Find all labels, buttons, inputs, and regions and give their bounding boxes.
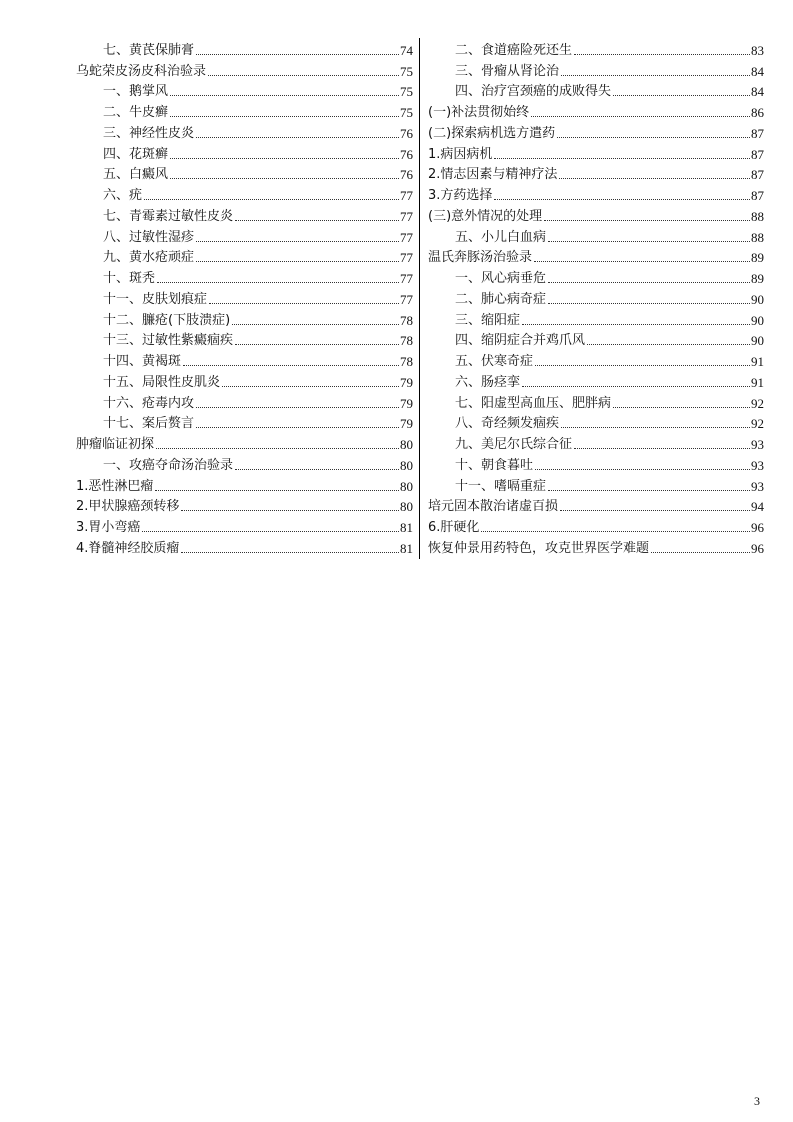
- toc-entry[interactable]: [76, 495, 413, 516]
- toc-entry-title: 1.病因病机: [428, 146, 493, 162]
- toc-entry-title: 温氏奔豚汤治验录: [428, 250, 533, 266]
- toc-entry[interactable]: [76, 515, 413, 536]
- toc-entry-page: 75: [400, 105, 413, 120]
- dot-leader: [208, 75, 399, 76]
- toc-entry-page: 75: [400, 84, 413, 100]
- toc-entry-page: 78: [400, 354, 413, 369]
- dot-leader: [183, 365, 399, 366]
- toc-entry[interactable]: [76, 412, 413, 433]
- dot-leader: [155, 490, 399, 491]
- dot-leader: [196, 137, 399, 138]
- toc-entry[interactable]: [76, 246, 413, 267]
- toc-entry-page: 77: [400, 271, 413, 286]
- toc-entry-title: 三、神经性皮炎: [103, 125, 195, 141]
- dot-leader: [235, 469, 399, 470]
- toc-entry-page: 76: [400, 146, 413, 162]
- toc-entry[interactable]: [428, 515, 764, 536]
- toc-entry[interactable]: [76, 204, 413, 225]
- toc-entry-page: 79: [400, 395, 413, 411]
- dot-leader: [522, 324, 750, 325]
- toc-entry[interactable]: [76, 329, 413, 350]
- dot-leader: [494, 199, 750, 200]
- toc-entry-title: 3.方药选择: [428, 188, 493, 203]
- dot-leader: [181, 510, 399, 511]
- page-number: 3: [754, 1094, 760, 1108]
- toc-entry-page: 79: [400, 416, 413, 432]
- toc-entry-title: 十五、局限性皮肌炎: [103, 374, 221, 390]
- toc-entry-title: 一、鹅掌风: [103, 84, 169, 100]
- toc-entry-page: 77: [400, 250, 413, 266]
- toc-entry-page: 91: [751, 374, 764, 390]
- toc-entry-title: 五、小儿白血病: [455, 229, 547, 245]
- dot-leader: [196, 261, 399, 262]
- dot-leader: [144, 199, 399, 200]
- dot-leader: [196, 54, 399, 55]
- toc-entry-title: 4.脊髓神经胶质瘤: [76, 540, 180, 556]
- toc-entry-page: 87: [751, 188, 764, 203]
- toc-entry-page: 84: [751, 63, 764, 79]
- toc-entry-title: 6.肝硬化: [428, 520, 480, 535]
- toc-entry-title: 3.胃小弯癌: [76, 520, 141, 535]
- dot-leader: [196, 407, 399, 408]
- dot-leader: [574, 54, 750, 55]
- toc-entry-title: 十一、皮肤划痕症: [103, 291, 208, 307]
- dot-leader: [613, 95, 750, 96]
- toc-entry[interactable]: [76, 536, 413, 557]
- toc-entry-page: 93: [751, 437, 764, 452]
- toc-entry[interactable]: [76, 38, 413, 59]
- dot-leader: [559, 178, 750, 179]
- toc-entry-title: 肿瘤临证初探: [76, 437, 155, 452]
- toc-entry[interactable]: [76, 266, 413, 287]
- toc-entry-page: 87: [751, 125, 764, 141]
- toc-entry[interactable]: [76, 80, 413, 101]
- toc-entry-title: 二、肺心病奇症: [455, 291, 547, 307]
- toc-entry-page: 74: [400, 42, 413, 58]
- toc-entry-page: 76: [400, 167, 413, 183]
- toc-entry-page: 92: [751, 395, 764, 411]
- dot-leader: [181, 552, 399, 553]
- toc-entry-title: 1.恶性淋巴瘤: [76, 478, 154, 494]
- toc-entry[interactable]: [428, 38, 764, 59]
- dot-leader: [170, 95, 399, 96]
- toc-entry-title: 十、朝食暮吐: [455, 457, 534, 473]
- toc-entry-title: 恢复仲景用药特色，攻克世界医学难题: [428, 540, 650, 556]
- toc-entry[interactable]: [428, 474, 764, 495]
- dot-leader: [557, 137, 750, 138]
- dot-leader: [548, 490, 750, 491]
- toc-entry-title: 乌蛇荣皮汤皮科治验录: [76, 63, 207, 79]
- toc-entry-page: 78: [400, 312, 413, 328]
- dot-leader: [170, 158, 399, 159]
- toc-entry[interactable]: [428, 453, 764, 474]
- dot-leader: [548, 303, 750, 304]
- toc-entry-title: 三、缩阳症: [455, 312, 521, 328]
- toc-right-column: [428, 38, 764, 557]
- dot-leader: [522, 386, 750, 387]
- toc-entry-title: 培元固本散治诸虚百损: [428, 499, 559, 515]
- toc-entry[interactable]: [428, 142, 764, 163]
- toc-entry-page: 90: [751, 312, 764, 328]
- toc-entry-title: 四、治疗宫颈癌的成败得失: [455, 84, 612, 100]
- toc-entry[interactable]: [428, 204, 764, 225]
- dot-leader: [494, 158, 750, 159]
- toc-entry-page: 77: [400, 188, 413, 203]
- toc-entry[interactable]: [76, 391, 413, 412]
- dot-leader: [196, 427, 399, 428]
- toc-entry-title: 六、疣: [103, 188, 143, 203]
- toc-entry-title: 十二、臁疮(下肢溃症): [103, 312, 231, 328]
- toc-entry[interactable]: [428, 163, 764, 184]
- toc-entry-page: 94: [751, 499, 764, 515]
- toc-entry-page: 92: [751, 416, 764, 432]
- toc-entry[interactable]: [76, 225, 413, 246]
- toc-entry-page: 78: [400, 333, 413, 349]
- toc-entry[interactable]: [76, 349, 413, 370]
- toc-entry-title: 九、美尼尔氏综合征: [455, 437, 573, 452]
- toc-entry-title: 2.情志因素与精神疗法: [428, 167, 558, 183]
- toc-entry[interactable]: [76, 59, 413, 80]
- toc-entry[interactable]: [76, 100, 413, 121]
- toc-entry-title: 六、肠痉挛: [455, 374, 521, 390]
- toc-entry-page: 96: [751, 540, 764, 556]
- dot-leader: [222, 386, 399, 387]
- toc-entry[interactable]: [76, 163, 413, 184]
- toc-entry-title: 三、骨瘤从肾论治: [455, 63, 560, 79]
- toc-entry[interactable]: [76, 308, 413, 329]
- toc-entry-title: 十三、过敏性紫癜痼疾: [103, 333, 234, 349]
- toc-entry[interactable]: [76, 432, 413, 453]
- toc-entry-title: 一、风心病垂危: [455, 271, 547, 286]
- dot-leader: [232, 324, 399, 325]
- toc-entry-page: 84: [751, 84, 764, 100]
- toc-entry-page: 79: [400, 374, 413, 390]
- toc-entry-title: 十六、疮毒内攻: [103, 395, 195, 411]
- dot-leader: [196, 241, 399, 242]
- toc-left-column: [76, 38, 413, 557]
- toc-entry[interactable]: [428, 100, 764, 121]
- toc-entry-page: 77: [400, 291, 413, 307]
- dot-leader: [156, 448, 399, 449]
- dot-leader: [544, 220, 750, 221]
- toc-entry[interactable]: [428, 59, 764, 80]
- toc-entry-title: 十、斑秃: [103, 271, 156, 286]
- toc-entry-title: 七、黄芪保肺膏: [103, 42, 195, 58]
- toc-entry-page: 80: [400, 478, 413, 494]
- toc-entry-title: (二)探索病机选方遣药: [428, 125, 556, 141]
- toc-entry[interactable]: [428, 308, 764, 329]
- dot-leader: [142, 531, 399, 532]
- toc-entry[interactable]: [428, 370, 764, 391]
- toc-entry-page: 75: [400, 63, 413, 79]
- toc-entry[interactable]: [428, 246, 764, 267]
- toc-entry-page: 87: [751, 146, 764, 162]
- toc-entry-page: 80: [400, 457, 413, 473]
- dot-leader: [170, 178, 399, 179]
- toc-entry-page: 77: [400, 229, 413, 245]
- toc-entry[interactable]: [76, 370, 413, 391]
- toc-entry-title: 二、食道癌险死还生: [455, 42, 573, 58]
- toc-entry-page: 89: [751, 271, 764, 286]
- dot-leader: [235, 220, 399, 221]
- dot-leader: [157, 282, 399, 283]
- toc-entry-page: 90: [751, 291, 764, 307]
- toc-entry-page: 90: [751, 333, 764, 349]
- dot-leader: [561, 75, 750, 76]
- toc-entry-title: 八、过敏性湿疹: [103, 229, 195, 245]
- toc-entry[interactable]: [76, 142, 413, 163]
- toc-entry-title: 2.甲状腺癌颈转移: [76, 499, 180, 515]
- dot-leader: [481, 531, 750, 532]
- toc-entry-title: 九、黄水疮顽症: [103, 250, 195, 266]
- toc-entry[interactable]: [76, 121, 413, 142]
- toc-entry-page: 93: [751, 478, 764, 494]
- toc-entry[interactable]: [428, 121, 764, 142]
- toc-entry-title: 五、白癜风: [103, 167, 169, 183]
- dot-leader: [534, 261, 750, 262]
- toc-entry-title: 二、牛皮癣: [103, 105, 169, 120]
- toc-entry-page: 77: [400, 208, 413, 224]
- dot-leader: [548, 282, 750, 283]
- toc-entry-page: 83: [751, 42, 764, 58]
- dot-leader: [170, 116, 399, 117]
- toc-entry[interactable]: [428, 391, 764, 412]
- toc-entry[interactable]: [428, 536, 764, 557]
- toc-entry[interactable]: [428, 80, 764, 101]
- toc-entry-page: 86: [751, 105, 764, 120]
- column-divider: [419, 38, 420, 559]
- toc-entry-title: 十一、嗜嗝重症: [455, 478, 547, 494]
- dot-leader: [235, 344, 399, 345]
- dot-leader: [535, 469, 750, 470]
- toc-entry-page: 80: [400, 499, 413, 515]
- toc-entry[interactable]: [428, 225, 764, 246]
- dot-leader: [587, 344, 750, 345]
- toc-entry-title: 七、阳虚型高血压、肥胖病: [455, 395, 612, 411]
- toc-entry[interactable]: [428, 432, 764, 453]
- toc-entry-page: 89: [751, 250, 764, 266]
- dot-leader: [548, 241, 750, 242]
- toc-entry-title: 四、花斑癣: [103, 146, 169, 162]
- toc-entry-title: 五、伏寒奇症: [455, 354, 534, 369]
- toc-entry[interactable]: [76, 474, 413, 495]
- toc-entry-page: 93: [751, 457, 764, 473]
- toc-entry-title: 七、青霉素过敏性皮炎: [103, 208, 234, 224]
- dot-leader: [613, 407, 750, 408]
- toc-entry[interactable]: [428, 287, 764, 308]
- toc-entry[interactable]: [428, 412, 764, 433]
- toc-entry-title: 四、缩阴症合并鸡爪风: [455, 333, 586, 349]
- toc-entry-page: 91: [751, 354, 764, 369]
- dot-leader: [531, 116, 750, 117]
- toc-entry[interactable]: [76, 183, 413, 204]
- toc-entry-title: (一)补法贯彻始终: [428, 105, 530, 120]
- dot-leader: [561, 427, 750, 428]
- toc-entry[interactable]: [76, 453, 413, 474]
- toc-entry[interactable]: [76, 287, 413, 308]
- toc-entry[interactable]: [428, 329, 764, 350]
- toc-entry-title: 十四、黄褐斑: [103, 354, 182, 369]
- toc-entry-page: 88: [751, 229, 764, 245]
- toc-entry-page: 87: [751, 167, 764, 183]
- dot-leader: [209, 303, 399, 304]
- toc-entry-page: 80: [400, 437, 413, 452]
- dot-leader: [651, 552, 750, 553]
- toc-entry[interactable]: [428, 183, 764, 204]
- toc-entry-page: 81: [400, 540, 413, 556]
- toc-entry[interactable]: [428, 495, 764, 516]
- toc-entry-title: 一、攻癌夺命汤治验录: [103, 457, 234, 473]
- toc-entry-title: 八、奇经频发痼疾: [455, 416, 560, 432]
- dot-leader: [535, 365, 750, 366]
- toc-entry-page: 96: [751, 520, 764, 535]
- toc-entry[interactable]: [428, 349, 764, 370]
- dot-leader: [560, 510, 750, 511]
- dot-leader: [574, 448, 750, 449]
- toc-entry[interactable]: [428, 266, 764, 287]
- toc-entry-page: 81: [400, 520, 413, 535]
- toc-entry-page: 76: [400, 125, 413, 141]
- toc-entry-page: 88: [751, 208, 764, 224]
- toc-entry-title: 十七、案后赘言: [103, 416, 195, 432]
- toc-entry-title: (三)意外情况的处理: [428, 208, 543, 224]
